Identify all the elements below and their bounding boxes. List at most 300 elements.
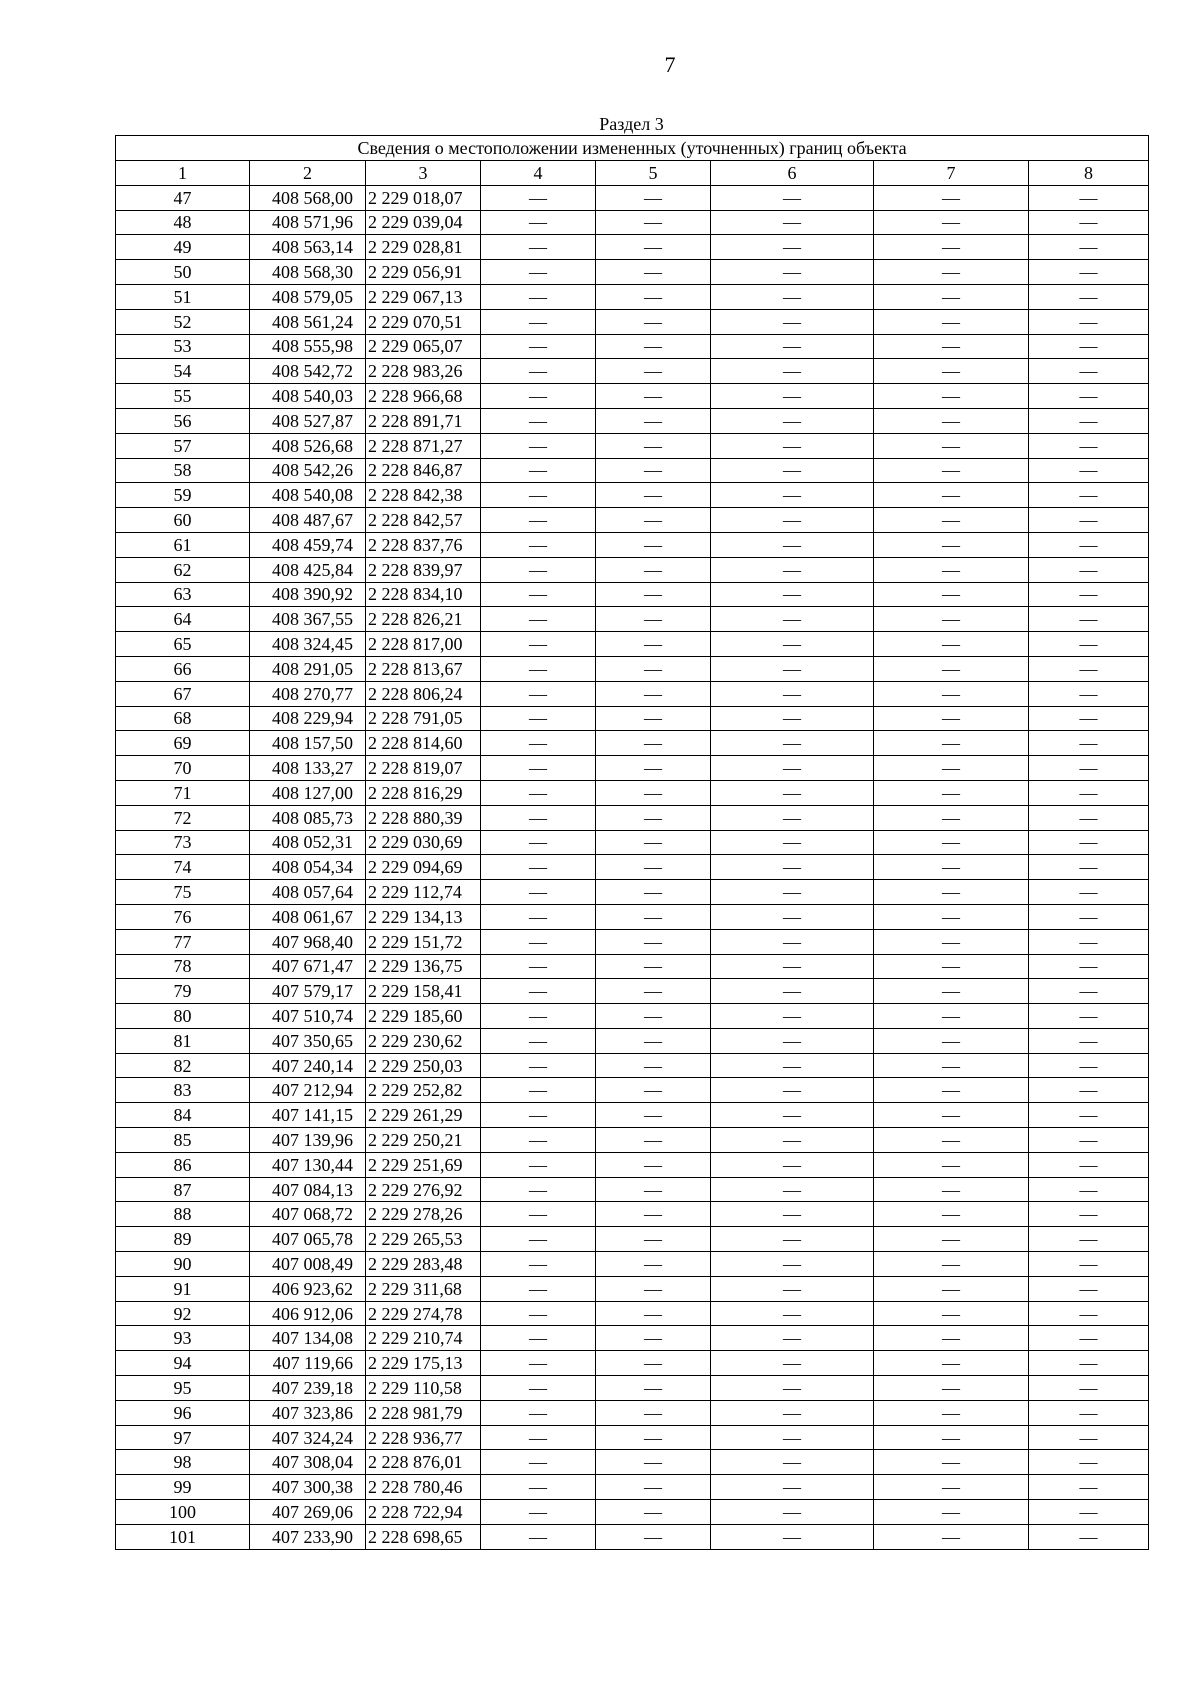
empty-cell xyxy=(874,408,1029,433)
y-coordinate-cell: 2 228 816,29 xyxy=(366,780,481,805)
empty-marker: — xyxy=(529,286,547,307)
table-row xyxy=(116,334,1149,359)
empty-marker: — xyxy=(783,262,801,283)
y-coordinate-cell: 2 229 056,91 xyxy=(366,260,481,285)
table-row xyxy=(116,1475,1149,1500)
point-number-cell: 51 xyxy=(116,284,250,309)
empty-cell xyxy=(481,780,596,805)
empty-marker: — xyxy=(644,1278,662,1299)
empty-marker: — xyxy=(783,336,801,357)
empty-cell xyxy=(711,1475,874,1500)
point-number-cell: 71 xyxy=(116,780,250,805)
empty-cell xyxy=(711,1227,874,1252)
point-number-cell: 95 xyxy=(116,1376,250,1401)
empty-cell xyxy=(596,855,711,880)
y-coordinate-cell: 2 228 814,60 xyxy=(366,731,481,756)
empty-marker: — xyxy=(783,1030,801,1051)
empty-marker: — xyxy=(644,807,662,828)
x-coordinate-cell: 408 291,05 xyxy=(250,656,366,681)
empty-cell xyxy=(596,235,711,260)
x-coordinate-cell: 408 459,74 xyxy=(250,532,366,557)
empty-cell xyxy=(874,632,1029,657)
point-number-cell: 58 xyxy=(116,458,250,483)
empty-cell xyxy=(596,433,711,458)
y-coordinate-cell: 2 228 983,26 xyxy=(366,359,481,384)
empty-marker: — xyxy=(1079,1477,1098,1498)
empty-marker: — xyxy=(783,658,801,679)
empty-marker: — xyxy=(1079,882,1098,902)
empty-marker: — xyxy=(1079,708,1098,729)
x-coordinate-cell: 408 487,67 xyxy=(250,508,366,533)
empty-cell xyxy=(596,880,711,905)
point-number-cell: 55 xyxy=(116,384,250,409)
empty-cell xyxy=(711,607,874,632)
column-header: 2 xyxy=(250,161,366,186)
point-number-cell: 69 xyxy=(116,731,250,756)
empty-marker: — xyxy=(783,1154,801,1175)
empty-cell xyxy=(711,632,874,657)
empty-cell xyxy=(1029,706,1149,731)
empty-cell xyxy=(874,1252,1029,1277)
empty-cell xyxy=(1029,433,1149,458)
empty-cell xyxy=(874,334,1029,359)
empty-cell xyxy=(874,532,1029,557)
column-header: 7 xyxy=(874,161,1029,186)
empty-marker: — xyxy=(942,634,960,655)
empty-cell xyxy=(481,284,596,309)
empty-cell xyxy=(481,433,596,458)
empty-marker: — xyxy=(644,1377,662,1398)
empty-marker: — xyxy=(1079,857,1098,878)
empty-cell xyxy=(481,384,596,409)
empty-cell xyxy=(874,656,1029,681)
empty-cell xyxy=(874,1400,1029,1425)
empty-marker: — xyxy=(783,361,801,382)
empty-cell xyxy=(596,979,711,1004)
y-coordinate-cell: 2 228 891,71 xyxy=(366,408,481,433)
empty-cell xyxy=(874,260,1029,285)
x-coordinate-cell: 407 300,38 xyxy=(250,1475,366,1500)
y-coordinate-cell: 2 228 780,46 xyxy=(366,1475,481,1500)
empty-marker: — xyxy=(644,534,662,555)
x-coordinate-cell: 408 425,84 xyxy=(250,557,366,582)
empty-cell xyxy=(874,1376,1029,1401)
table-row xyxy=(116,1078,1149,1103)
x-coordinate-cell: 408 390,92 xyxy=(250,582,366,607)
empty-cell xyxy=(596,756,711,781)
empty-marker: — xyxy=(1079,956,1098,977)
empty-marker: — xyxy=(529,212,547,233)
empty-cell xyxy=(711,1028,874,1053)
empty-marker: — xyxy=(529,386,547,407)
empty-cell xyxy=(874,607,1029,632)
empty-cell xyxy=(1029,210,1149,235)
empty-cell xyxy=(711,731,874,756)
empty-marker: — xyxy=(783,1303,801,1324)
y-coordinate-cell: 2 229 175,13 xyxy=(366,1351,481,1376)
y-coordinate-cell: 2 229 252,82 xyxy=(366,1078,481,1103)
empty-cell xyxy=(596,1301,711,1326)
empty-marker: — xyxy=(1079,1303,1098,1324)
y-coordinate-cell: 2 229 274,78 xyxy=(366,1301,481,1326)
empty-marker: — xyxy=(942,1328,960,1349)
empty-cell xyxy=(596,1351,711,1376)
empty-marker: — xyxy=(529,187,547,208)
empty-marker: — xyxy=(644,1080,662,1101)
point-number-cell: 52 xyxy=(116,309,250,334)
empty-cell xyxy=(874,185,1029,210)
empty-marker: — xyxy=(529,1030,547,1051)
y-coordinate-cell: 2 228 834,10 xyxy=(366,582,481,607)
y-coordinate-cell: 2 228 813,67 xyxy=(366,656,481,681)
empty-marker: — xyxy=(942,832,960,853)
empty-marker: — xyxy=(644,708,662,729)
point-number-cell: 98 xyxy=(116,1450,250,1475)
empty-marker: — xyxy=(644,832,662,853)
empty-cell xyxy=(874,681,1029,706)
point-number-cell: 76 xyxy=(116,904,250,929)
empty-marker: — xyxy=(1079,1030,1098,1051)
point-number-cell: 59 xyxy=(116,483,250,508)
empty-cell xyxy=(596,384,711,409)
x-coordinate-cell: 408 054,34 xyxy=(250,855,366,880)
empty-marker: — xyxy=(529,485,547,506)
y-coordinate-cell: 2 228 842,57 xyxy=(366,508,481,533)
point-number-cell: 50 xyxy=(116,260,250,285)
point-number-cell: 80 xyxy=(116,1004,250,1029)
empty-cell xyxy=(596,210,711,235)
empty-cell xyxy=(711,334,874,359)
point-number-cell: 48 xyxy=(116,210,250,235)
empty-marker: — xyxy=(529,510,547,531)
empty-marker: — xyxy=(529,1526,547,1547)
x-coordinate-cell: 407 671,47 xyxy=(250,954,366,979)
empty-marker: — xyxy=(1079,1129,1098,1150)
empty-marker: — xyxy=(529,981,547,1002)
empty-marker: — xyxy=(783,1328,801,1349)
empty-cell xyxy=(1029,1053,1149,1078)
empty-cell xyxy=(874,929,1029,954)
empty-cell xyxy=(711,780,874,805)
point-number-cell: 91 xyxy=(116,1276,250,1301)
table-row xyxy=(116,260,1149,285)
empty-marker: — xyxy=(783,609,801,630)
table-row xyxy=(116,532,1149,557)
empty-cell xyxy=(1029,1326,1149,1351)
empty-cell xyxy=(596,1276,711,1301)
empty-marker: — xyxy=(1079,534,1098,555)
empty-cell xyxy=(711,880,874,905)
empty-marker: — xyxy=(942,286,960,307)
empty-cell xyxy=(711,483,874,508)
empty-cell xyxy=(874,780,1029,805)
empty-marker: — xyxy=(644,1427,662,1448)
empty-marker: — xyxy=(942,237,960,258)
empty-cell xyxy=(874,458,1029,483)
empty-cell xyxy=(1029,1351,1149,1376)
empty-marker: — xyxy=(529,435,547,456)
empty-marker: — xyxy=(529,262,547,283)
empty-marker: — xyxy=(529,931,547,952)
table-row xyxy=(116,805,1149,830)
empty-cell xyxy=(1029,582,1149,607)
empty-cell xyxy=(1029,929,1149,954)
empty-cell xyxy=(711,1103,874,1128)
empty-cell xyxy=(481,260,596,285)
empty-marker: — xyxy=(783,981,801,1002)
empty-cell xyxy=(711,954,874,979)
empty-cell xyxy=(1029,384,1149,409)
table-row xyxy=(116,408,1149,433)
x-coordinate-cell: 407 233,90 xyxy=(250,1524,366,1549)
empty-marker: — xyxy=(1079,1278,1098,1299)
x-coordinate-cell: 407 308,04 xyxy=(250,1450,366,1475)
empty-marker: — xyxy=(783,1129,801,1150)
empty-marker: — xyxy=(529,559,547,580)
table-row xyxy=(116,1152,1149,1177)
table-row xyxy=(116,880,1149,905)
empty-cell xyxy=(711,210,874,235)
table-row xyxy=(116,557,1149,582)
empty-cell xyxy=(711,359,874,384)
empty-marker: — xyxy=(783,435,801,456)
empty-marker: — xyxy=(644,1179,662,1200)
point-number-cell: 83 xyxy=(116,1078,250,1103)
empty-marker: — xyxy=(644,336,662,357)
empty-cell xyxy=(596,1450,711,1475)
empty-marker: — xyxy=(783,1229,801,1250)
empty-cell xyxy=(1029,1202,1149,1227)
empty-cell xyxy=(874,1475,1029,1500)
empty-cell xyxy=(1029,1376,1149,1401)
empty-marker: — xyxy=(783,832,801,853)
table-row xyxy=(116,1326,1149,1351)
empty-marker: — xyxy=(1079,1154,1098,1175)
empty-cell xyxy=(874,1227,1029,1252)
empty-marker: — xyxy=(644,1452,662,1473)
y-coordinate-cell: 2 229 065,07 xyxy=(366,334,481,359)
empty-cell xyxy=(481,1227,596,1252)
empty-cell xyxy=(711,855,874,880)
y-coordinate-cell: 2 229 028,81 xyxy=(366,235,481,260)
empty-cell xyxy=(711,284,874,309)
empty-marker: — xyxy=(644,1477,662,1498)
y-coordinate-cell: 2 229 110,58 xyxy=(366,1376,481,1401)
table-row xyxy=(116,979,1149,1004)
empty-cell xyxy=(1029,1128,1149,1153)
x-coordinate-cell: 408 579,05 xyxy=(250,284,366,309)
empty-cell xyxy=(1029,1004,1149,1029)
empty-marker: — xyxy=(1079,1105,1098,1126)
empty-cell xyxy=(1029,557,1149,582)
x-coordinate-cell: 407 968,40 xyxy=(250,929,366,954)
empty-cell xyxy=(481,904,596,929)
empty-cell xyxy=(481,1475,596,1500)
empty-marker: — xyxy=(783,1055,801,1076)
x-coordinate-cell: 408 229,94 xyxy=(250,706,366,731)
x-coordinate-cell: 407 324,24 xyxy=(250,1425,366,1450)
empty-marker: — xyxy=(644,212,662,233)
empty-marker: — xyxy=(783,559,801,580)
empty-marker: — xyxy=(783,1105,801,1126)
empty-marker: — xyxy=(942,708,960,729)
empty-marker: — xyxy=(529,1080,547,1101)
empty-cell xyxy=(874,284,1029,309)
point-number-cell: 63 xyxy=(116,582,250,607)
empty-cell xyxy=(874,1524,1029,1549)
empty-marker: — xyxy=(942,1427,960,1448)
empty-cell xyxy=(481,1053,596,1078)
empty-marker: — xyxy=(529,956,547,977)
empty-cell xyxy=(596,1028,711,1053)
empty-cell xyxy=(711,929,874,954)
empty-cell xyxy=(481,607,596,632)
empty-marker: — xyxy=(942,460,960,481)
empty-cell xyxy=(1029,1028,1149,1053)
table-row xyxy=(116,1376,1149,1401)
empty-marker: — xyxy=(644,683,662,704)
empty-cell xyxy=(874,483,1029,508)
table-row xyxy=(116,1227,1149,1252)
y-coordinate-cell: 2 229 230,62 xyxy=(366,1028,481,1053)
empty-marker: — xyxy=(529,1253,547,1274)
y-coordinate-cell: 2 229 311,68 xyxy=(366,1276,481,1301)
empty-cell xyxy=(596,1004,711,1029)
empty-marker: — xyxy=(644,882,662,902)
empty-marker: — xyxy=(783,1080,801,1101)
column-header: 5 xyxy=(596,161,711,186)
empty-marker: — xyxy=(942,187,960,208)
y-coordinate-cell: 2 229 278,26 xyxy=(366,1202,481,1227)
x-coordinate-cell: 408 057,64 xyxy=(250,880,366,905)
table-row xyxy=(116,656,1149,681)
empty-marker: — xyxy=(783,584,801,605)
x-coordinate-cell: 408 527,87 xyxy=(250,408,366,433)
empty-marker: — xyxy=(529,1427,547,1448)
empty-cell xyxy=(596,309,711,334)
empty-marker: — xyxy=(1079,460,1098,481)
empty-marker: — xyxy=(529,832,547,853)
y-coordinate-cell: 2 228 966,68 xyxy=(366,384,481,409)
empty-marker: — xyxy=(942,683,960,704)
empty-marker: — xyxy=(644,559,662,580)
empty-cell xyxy=(874,1425,1029,1450)
x-coordinate-cell: 408 085,73 xyxy=(250,805,366,830)
empty-marker: — xyxy=(783,1253,801,1274)
empty-marker: — xyxy=(529,1328,547,1349)
table-row xyxy=(116,1028,1149,1053)
table-row xyxy=(116,210,1149,235)
empty-marker: — xyxy=(1079,262,1098,283)
x-coordinate-cell: 408 555,98 xyxy=(250,334,366,359)
x-coordinate-cell: 408 526,68 xyxy=(250,433,366,458)
empty-cell xyxy=(481,756,596,781)
empty-cell xyxy=(596,607,711,632)
column-header: 3 xyxy=(366,161,481,186)
empty-cell xyxy=(1029,260,1149,285)
empty-marker: — xyxy=(942,758,960,779)
empty-cell xyxy=(1029,284,1149,309)
empty-cell xyxy=(1029,408,1149,433)
y-coordinate-cell: 2 228 839,97 xyxy=(366,557,481,582)
empty-cell xyxy=(596,1400,711,1425)
y-coordinate-cell: 2 228 817,00 xyxy=(366,632,481,657)
empty-cell xyxy=(711,1500,874,1525)
empty-cell xyxy=(1029,458,1149,483)
empty-marker: — xyxy=(644,187,662,208)
x-coordinate-cell: 407 065,78 xyxy=(250,1227,366,1252)
empty-cell xyxy=(596,483,711,508)
empty-cell xyxy=(711,904,874,929)
empty-cell xyxy=(711,1252,874,1277)
empty-cell xyxy=(481,1425,596,1450)
empty-cell xyxy=(1029,185,1149,210)
empty-marker: — xyxy=(783,882,801,902)
empty-marker: — xyxy=(529,584,547,605)
empty-marker: — xyxy=(1079,286,1098,307)
table-row xyxy=(116,607,1149,632)
empty-marker: — xyxy=(644,782,662,803)
x-coordinate-cell: 407 239,18 xyxy=(250,1376,366,1401)
point-number-cell: 100 xyxy=(116,1500,250,1525)
empty-cell xyxy=(481,557,596,582)
empty-marker: — xyxy=(529,460,547,481)
empty-marker: — xyxy=(942,1377,960,1398)
point-number-cell: 84 xyxy=(116,1103,250,1128)
empty-marker: — xyxy=(644,1005,662,1026)
empty-marker: — xyxy=(942,212,960,233)
empty-marker: — xyxy=(1079,1204,1098,1225)
empty-marker: — xyxy=(1079,683,1098,704)
table-row xyxy=(116,1202,1149,1227)
y-coordinate-cell: 2 228 880,39 xyxy=(366,805,481,830)
empty-cell xyxy=(711,1326,874,1351)
empty-cell xyxy=(596,805,711,830)
empty-cell xyxy=(874,1276,1029,1301)
x-coordinate-cell: 408 540,08 xyxy=(250,483,366,508)
empty-marker: — xyxy=(529,634,547,655)
empty-cell xyxy=(711,458,874,483)
empty-cell xyxy=(711,260,874,285)
y-coordinate-cell: 2 228 722,94 xyxy=(366,1500,481,1525)
empty-cell xyxy=(711,408,874,433)
empty-marker: — xyxy=(942,807,960,828)
empty-marker: — xyxy=(644,1353,662,1374)
point-number-cell: 92 xyxy=(116,1301,250,1326)
empty-cell xyxy=(711,1425,874,1450)
x-coordinate-cell: 407 579,17 xyxy=(250,979,366,1004)
table-row xyxy=(116,384,1149,409)
empty-marker: — xyxy=(644,1055,662,1076)
y-coordinate-cell: 2 229 158,41 xyxy=(366,979,481,1004)
empty-cell xyxy=(1029,532,1149,557)
table-row xyxy=(116,1252,1149,1277)
empty-marker: — xyxy=(942,733,960,754)
empty-marker: — xyxy=(783,758,801,779)
empty-cell xyxy=(711,1450,874,1475)
empty-marker: — xyxy=(529,857,547,878)
empty-cell xyxy=(481,1376,596,1401)
y-coordinate-cell: 2 229 134,13 xyxy=(366,904,481,929)
empty-cell xyxy=(481,1028,596,1053)
y-coordinate-cell: 2 229 251,69 xyxy=(366,1152,481,1177)
empty-marker: — xyxy=(1079,1055,1098,1076)
empty-cell xyxy=(711,1004,874,1029)
empty-marker: — xyxy=(644,1030,662,1051)
empty-marker: — xyxy=(942,1154,960,1175)
empty-marker: — xyxy=(783,1278,801,1299)
empty-cell xyxy=(596,656,711,681)
